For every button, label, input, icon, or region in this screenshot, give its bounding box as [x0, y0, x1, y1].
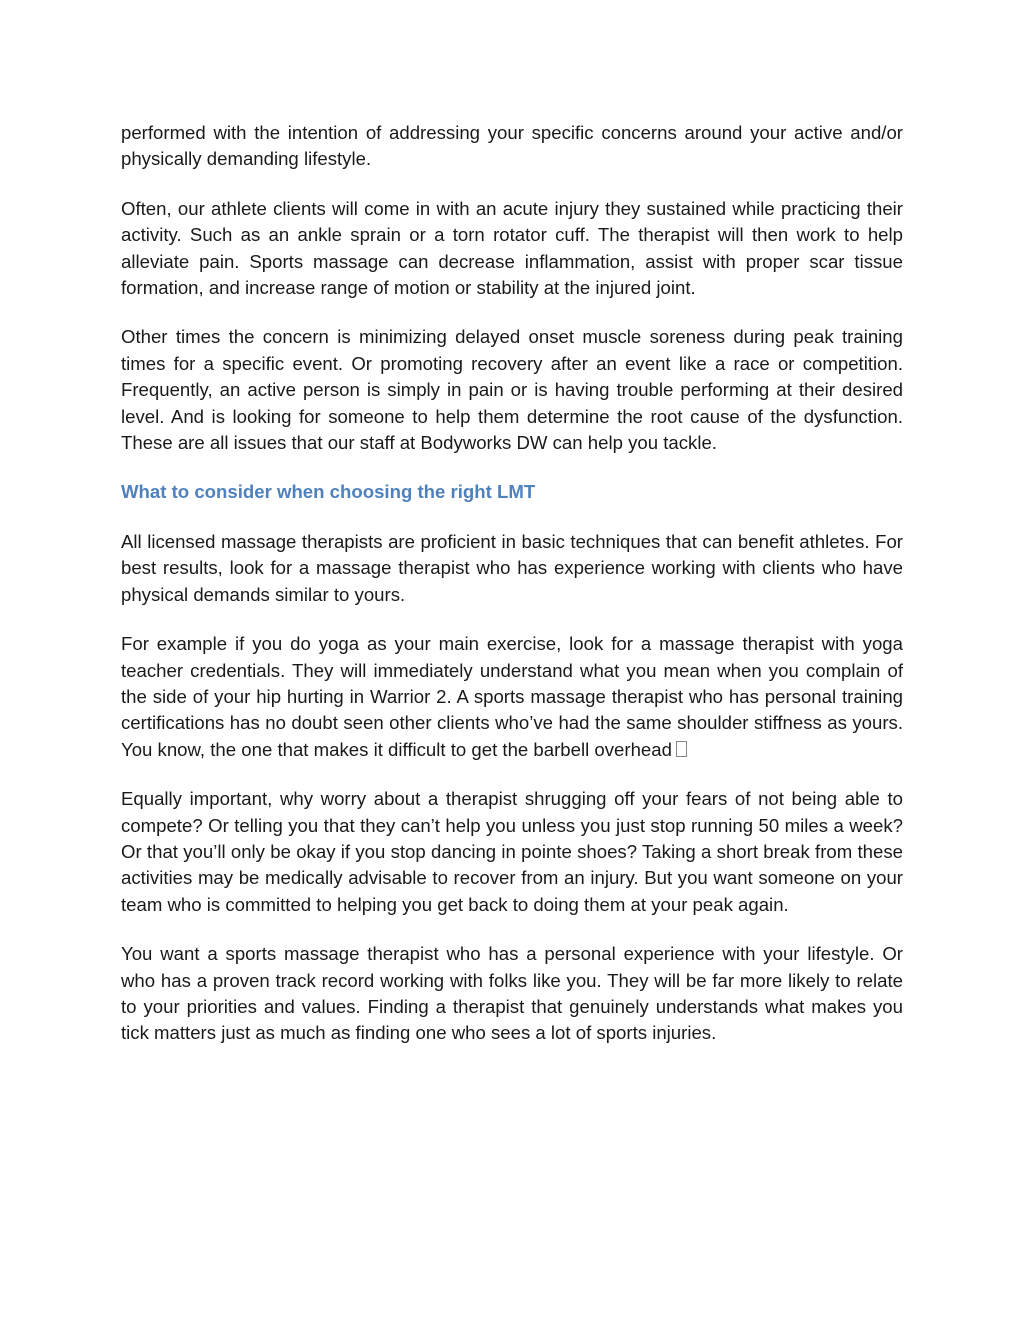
section-heading: What to consider when choosing the right LMT [121, 481, 536, 503]
paragraph-yoga-example [121, 631, 903, 763]
document-page [121, 120, 903, 1070]
paragraph-licensed-therapists: All licensed massage therapists are proficient in basic techniques that can benefit athletes. For best results, look for a massage therapist who has experience working with clients who have physical demands similar to yours. [121, 530, 903, 605]
paragraph-yoga-example-text: For example if you do yoga as your main exercise, look for a massage therapist with yoga teacher credentials. They will immediately understand what you mean when you complain of the side of your hip hurting in Warrior 2. A sports massage therapist who has personal training certifications has no doubt seen other clients who’ve had the same shoulder stiffness as yours. You know, the one that makes it difficult to get the barbell overhead [121, 633, 903, 760]
paragraph-personal-experience: You want a sports massage therapist who has a personal experience with your lifestyle. Or who has a proven track record working with folks like you. They will be far more likely to relate to your priorities and values. Finding a therapist that genuinely understands what makes you tick matters just as much as finding one who sees a lot of sports injuries. [121, 943, 903, 1044]
paragraph-equally-important: Equally important, why worry about a therapist shrugging off your fears of not being able to compete? Or telling you that they can’t help you unless you just stop running 50 miles a week? Or that you’ll only be okay if you stop dancing in pointe shoes? Taking a short break from these activities may be medically advisable to recover from an injury. But you want someone on your team who is committed to helping you get back to doing them at your peak again. [121, 788, 903, 915]
missing-glyph-icon [676, 741, 687, 757]
paragraph-acute-injury: Often, our athlete clients will come in with an acute injury they sustained while practicing their activity. Such as an ankle sprain or a torn rotator cuff. The therapist will then work to help alleviate pain. Sports massage can decrease inflammation, assist with proper scar tissue formation, and increase range of motion or stability at the injured joint. [121, 197, 903, 299]
paragraph-intro: performed with the intention of addressing your specific concerns around your active and/or physically demanding lifestyle. [121, 122, 903, 170]
paragraph-muscle-soreness: Other times the concern is minimizing delayed onset muscle soreness during peak training times for a specific event. Or promoting recovery after an event like a race or competition. Frequently, an active person is simply in pain or is having trouble performing at their desired level. And is looking for someone to help them determine the root cause of the dysfunction. These are all issues that our staff at Bodyworks DW can help you tackle. [121, 326, 903, 454]
